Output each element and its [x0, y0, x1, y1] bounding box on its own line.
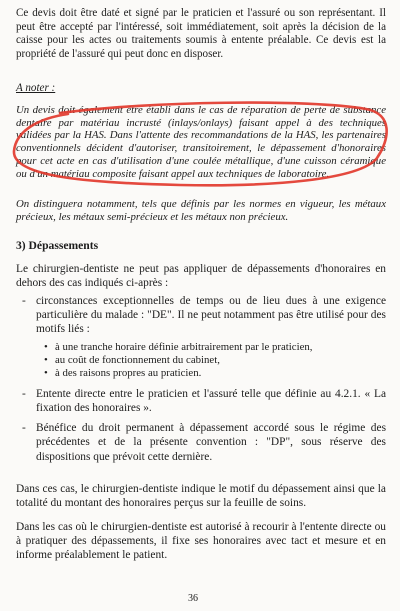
- list-item-text: circonstances exceptionnelles de temps ou de lieu dues à une exigence particulière du malade : "DE". Il ne peut notamment pas être utilisé pour des motifs liés :: [36, 295, 386, 336]
- list-item-text: Bénéfice du droit permanent à dépassement accordé sous le régime des précédentes et de la présente convention : "DP", sous réserve des dispositions que prévoit cette dernière.: [36, 422, 386, 463]
- list-item-text: Entente directe entre le praticien et l'assuré telle que définie au 4.2.1. « La fixation des honoraires ».: [36, 387, 386, 415]
- exceptions-list: [22, 294, 386, 470]
- sub-list: [36, 341, 386, 381]
- list-item: [22, 387, 386, 415]
- section-intro: Le chirurgien-dentiste ne peut pas appliquer de dépassements d'honoraires en dehors des cas indiqués ci-après :: [16, 263, 386, 290]
- page-number: 36: [188, 593, 198, 604]
- list-item: [22, 294, 386, 381]
- sub-list-item: • au coût de fonctionnement du cabinet,: [44, 354, 386, 367]
- list-item: [22, 421, 386, 464]
- metals-note: On distinguera notamment, tels que définis par les normes en vigueur, les métaux précieux, les métaux semi-précieux et les métaux non précieux.: [16, 198, 386, 223]
- sub-list-item: • à une tranche horaire définie arbitrairement par le praticien,: [44, 341, 386, 354]
- section-heading: 3) Dépassements: [16, 239, 99, 252]
- devis-paragraph: Ce devis doit être daté et signé par le praticien et l'assuré ou son représentant. Il peut être accepté par l'intéressé, soit immédiatement, soit après la décision de la caisse pour les actes ou traitements soumis à entente préalable. Ce devis est la propriété de l'assuré qui peut donc en disposer.: [16, 7, 386, 60]
- closing-paragraph-1: Dans ces cas, le chirurgien-dentiste indique le motif du dépassement ainsi que la totalité du montant des honoraires perçus sur la feuille de soins.: [16, 483, 386, 510]
- sub-list-item: • à des raisons propres au praticien.: [44, 367, 386, 380]
- note-label: A noter :: [16, 82, 56, 94]
- closing-paragraph-2: Dans les cas où le chirurgien-dentiste est autorisé à recourir à l'entente directe ou à pratiquer des dépassements, il fixe ses honoraires avec tact et mesure et en informe préalablement le patient.: [16, 521, 386, 562]
- note-text: Un devis doit également être établi dans le cas de réparation de perte de substance dentaire par matériau incrusté (inlays/onlays) faisant appel à des techniques validées par la HAS. Dans l'attente des recommandations de la HAS, les partenaires conventionnels décident d'autoriser, transitoirement, le dépassement d'honoraires pour cet acte en cas d'utilisation d'une coulée métallique, d'une cuisson céramique ou d'un matériau composite faisant appel aux techniques de laboratoire.: [16, 104, 386, 180]
